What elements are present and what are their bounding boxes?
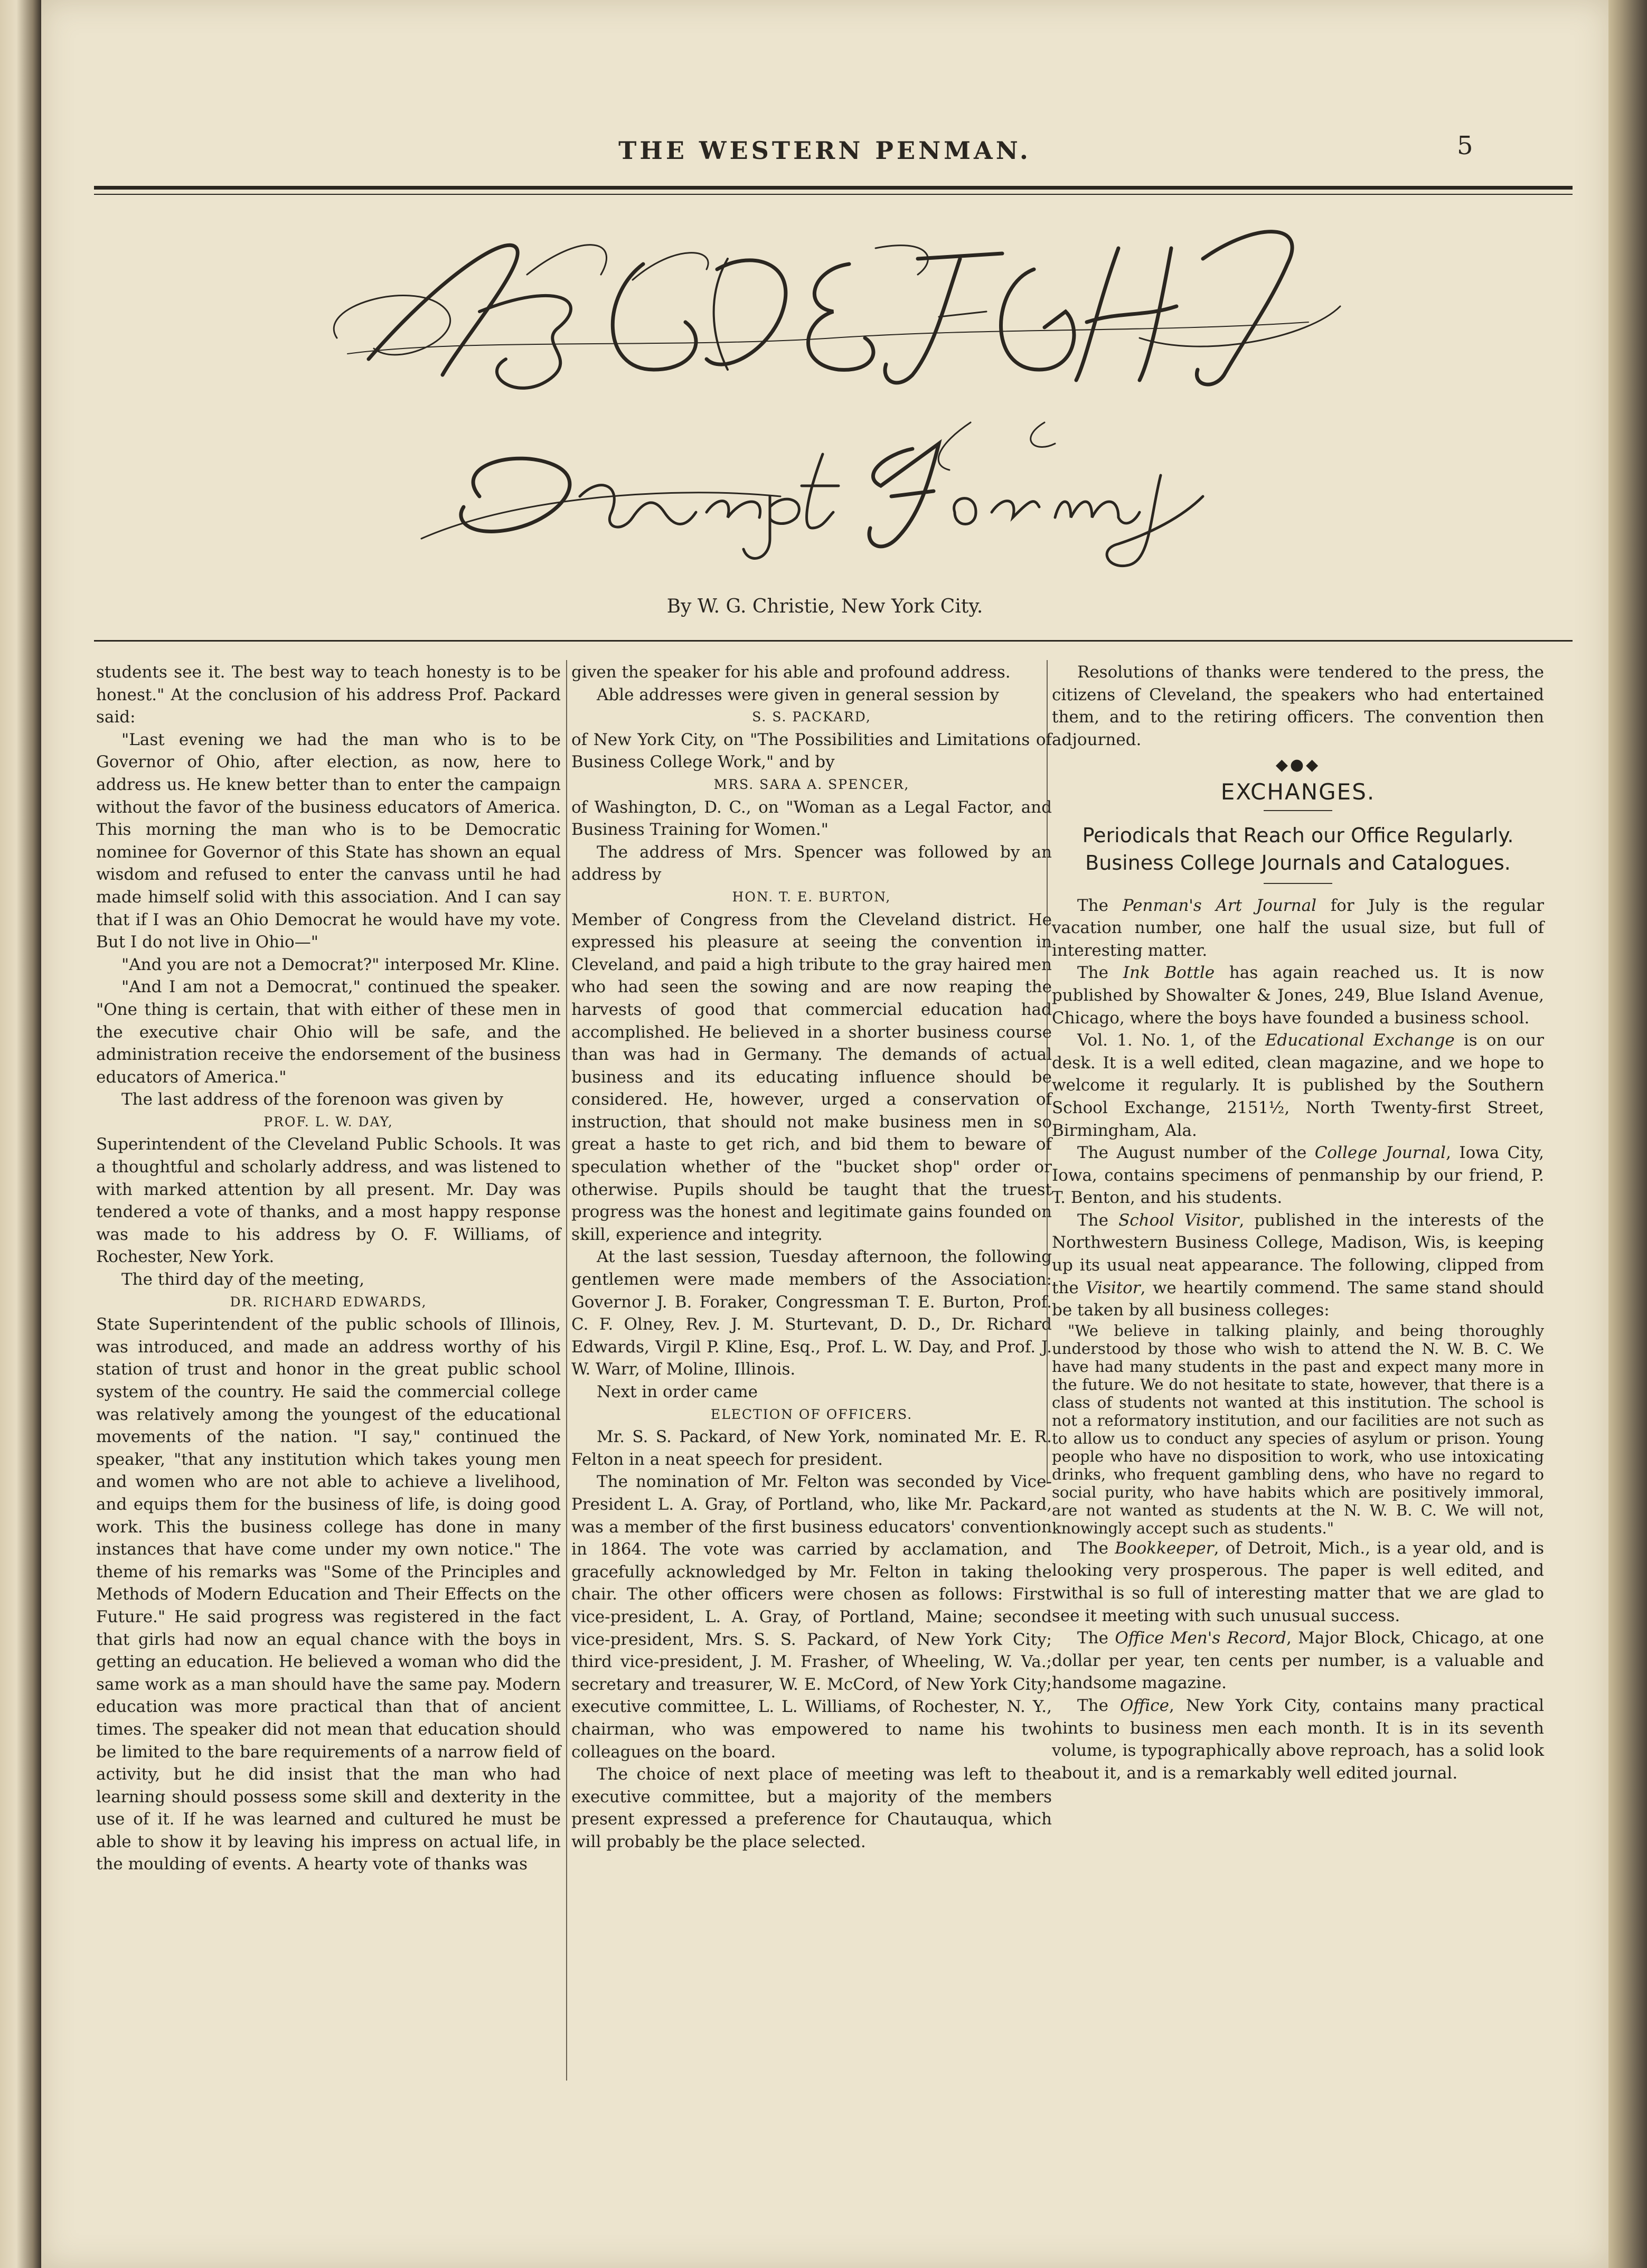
paragraph: The Office Men's Record, Major Block, Chicago, at one dollar per year, ten cents per number, is a valuable and handsome magazine. [1052,1629,1544,1693]
column-1 [96,661,561,1876]
speaker-name: PROF. L. W. DAY, [263,1114,393,1130]
paragraph: The address of Mrs. Spencer was followed by an address by [571,842,1052,884]
paragraph: The Penman's Art Journal for July is the regular vacation number, one half the usual size, but full of interesting matter. [1052,896,1545,960]
paragraph: The Bookkeeper, of Detroit, Mich., is a year old, and is looking very prosperous. The paper is well edited, and withal is so full of interesting matter that we are glad to see it meeting with such unusual success. [1052,1538,1545,1625]
running-title: THE WESTERN PENMAN. [618,136,1031,165]
header-rule-thin [94,194,1573,195]
byline: By W. G. Christie, New York City. [666,596,983,617]
paragraph: Vol. 1. No. 1, of the Educational Exchange is on our desk. It is a well edited, clean magazine, and we hope to welcome it regularly. It is published by the Southern School Exchange, 2151½, North Twenty-first Street, Birmingham, Ala. [1052,1031,1544,1140]
paragraph: Mr. S. S. Packard, of New York, nominated Mr. E. R. Felton in a neat speech for president. [571,1427,1052,1469]
journal-page [41,0,1608,2268]
subsection-heading: ELECTION OF OFFICERS. [710,1406,913,1422]
paragraph: Member of Congress from the Cleveland district. He expressed his pleasure at seeing the convention in Cleveland, and paid a high tribute to the gray haired men who had seen the sowing and are now reaping the harvests of good that commercial education had accomplished. He believed in a shorter business course than was had in Germany. The demands of actual business and its educating influence should be considered. He, however, urged a conservation of instruction, that should not make business men in so great a haste to get rich, and bid them to beware of speculation whether of the "bucket shop" order or otherwise. Pupils should be taught that the truest progress was the honest and legitimate gains founded on skill, experience and integrity. [571,910,1052,1244]
paragraph: Next in order came [597,1382,758,1401]
column-2 [571,661,1052,1853]
paragraph: Superintendent of the Cleveland Public Schools. It was a thoughtful and scholarly address, and was listened to with marked attention by all present. Mr. Day was tendered a vote of thanks, and a most happy response was made to his address by O. F. Williams, of Rochester, New York. [96,1135,561,1267]
section-heading: EXCHANGES. [1220,778,1376,805]
paragraph: Able addresses were given in general session by [597,685,1000,704]
paragraph: of New York City, on "The Possibilities and Limitations of Business College Work," and by [571,730,1052,772]
paragraph: The last address of the forenoon was given by [121,1090,504,1109]
paragraph: "And I am not a Democrat," continued the speaker. "One thing is certain, that with either of these men in the executive chair Ohio will be safe, and the administration receive the endorsement of the business educators of America." [96,977,561,1087]
paragraph: The Office, New York City, contains many practical hints to business men each month. It is in its seventh volume, is typographically above reproach, has a solid look about it, and is a remarkably well edited journal. [1052,1696,1544,1783]
paragraph: State Superintendent of the public schools of Illinois, was introduced, and made an address worthy of his station of trust and honor in the great public school system of the country. He said the commercial college was relatively among the youngest of the educational movements of the nation. "I say," continued the speaker, "that any institution which takes young men and women who are not able to achieve a livelihood, and equips them for the business of life, is doing good work. This the business college has done in many instances that have come under my own notice." The theme of his remarks was "Some of the Principles and Methods of Modern Education and Their Effects on the Future." He said progress was registered in the fact that girls had now an equal chance with the boys in getting an education. He believed a woman who did the same work as a man should have the same pay. Modern education was more practical than that of ancient times. The speaker did not mean that education should be limited to the bare requirements of a narrow field of activity, but he did insist that the man who had learning should possess some skill and dexterity in the use of it. If he was learned and cultured he must be able to show it by leaving his impress on actual life, in the moulding of events. A hearty vote of thanks was [96,1315,561,1874]
facing-page-edge [0,0,41,2268]
page-edge [1608,0,1647,2268]
paragraph: "Last evening we had the man who is to be Governor of Ohio, after election, as now, here to address us. He knew better than to enter the campaign without the favor of the business educators of America. This morning the man who is to be Democratic nominee for Governor of this State has shown an equal wisdom and refused to enter the canvass until he had made himself solid with this association. And I can say that if I was an Ohio Democrat he would have my vote. But I do not live in Ohio—" [96,730,561,952]
paragraph: The Ink Bottle has again reached us. It is now published by Showalter & Jones, 249, Blue Island Avenue, Chicago, where the boys have founded a business school. [1052,963,1544,1028]
heading-rule [1264,883,1332,884]
speaker-name: MRS. SARA A. SPENCER, [713,776,910,792]
paragraph: "And you are not a Democrat?" interposed Mr. Kline. [121,955,560,974]
header-rule-thick [94,186,1573,190]
paragraph: students see it. The best way to teach honesty is to be honest." At the conclusion of his address Prof. Packard said: [96,663,561,727]
paragraph: of Washington, D. C., on "Woman as a Legal Factor, and Business Training for Women." [571,797,1052,840]
paragraph: The School Visitor, published in the interests of the Northwestern Business College, Madison, Wis, is keeping up its usual neat appearance. The following, clipped from the Visitor, we heartily commend. The same stand should be taken by all business colleges: [1052,1210,1544,1320]
section-subheading: Periodicals that Reach our Office Regularly. Business College Journals and Catalogues. [1082,823,1514,874]
block-quote: "We believe in talking plainly, and being thoroughly understood by those who wish to attend the N. W. B. C. We have had many students in the past and expect many more in the future. We do not hesitate to state, however, that there is a class of students not wanted at this institution. The school is not a reformatory institution, and our facilities are not such as to allow us to conduct any species of asylum or prison. Young people who have no disposition to work, who use intoxicating drinks, who frequent gambling dens, who have no regard to social purity, who have habits which are positively immoral, are not wanted as students at the N. W. B. C. We will not, knowingly accept such as students." [1052,1321,1544,1537]
paragraph: The choice of next place of meeting was left to the executive committee, but a majority of the members present expressed a preference for Chautauqua, which will probably be the place selected. [571,1765,1052,1851]
script-forms-illustration [305,201,1361,570]
paragraph: Resolutions of thanks were tendered to the press, the citizens of Cleveland, the speakers who had entertained them, and to the retiring officers. The convention then adjourned. [1052,663,1544,749]
speaker-name: S. S. PACKARD, [752,709,871,725]
speaker-name: HON. T. E. BURTON, [732,889,891,905]
heading-rule [1264,810,1332,811]
speaker-name: DR. RICHARD EDWARDS, [230,1294,427,1310]
column-3 [1052,661,1544,1784]
paragraph: At the last session, Tuesday afternoon, the following gentlemen were made members of the Association: Governor J. B. Foraker, Congressman T. E. Burton, Prof. C. F. Olney, Rev. J. M. Sturtevant, D. D., Dr. Richard Edwards, Virgil P. Kline, Esq., Prof. L. W. Day, and Prof. J. W. Warr, of Moline, Illinois. [571,1247,1052,1379]
paragraph: given the speaker for his able and profound address. [571,663,1011,682]
paragraph: The third day of the meeting, [121,1270,365,1290]
column-divider [566,660,567,2081]
paragraph: The August number of the College Journal, Iowa City, Iowa, contains specimens of penmanship by our friend, P. T. Benton, and his students. [1052,1143,1544,1208]
paragraph: The nomination of Mr. Felton was seconded by Vice-President L. A. Gray, of Portland, who, like Mr. Packard, was a member of the first business educators' convention in 1864. The vote was carried by acclamation, and gracefully acknowledged by Mr. Felton in taking the chair. The other officers were chosen as follows: First vice-president, L. A. Gray, of Portland, Maine; second vice-president, Mrs. S. S. Packard, of New York City; third vice-president, J. M. Frasher, of Wheeling, W. Va.; secretary and treasurer, W. E. McCord, of New York City; executive committee, L. L. Williams, of Rochester, N. Y., chairman, who was empowered to name his two colleagues on the board. [571,1472,1052,1762]
page-number: 5 [1457,131,1473,161]
fleuron-ornament: ◆●◆ [1275,756,1321,775]
section-rule [94,640,1573,642]
